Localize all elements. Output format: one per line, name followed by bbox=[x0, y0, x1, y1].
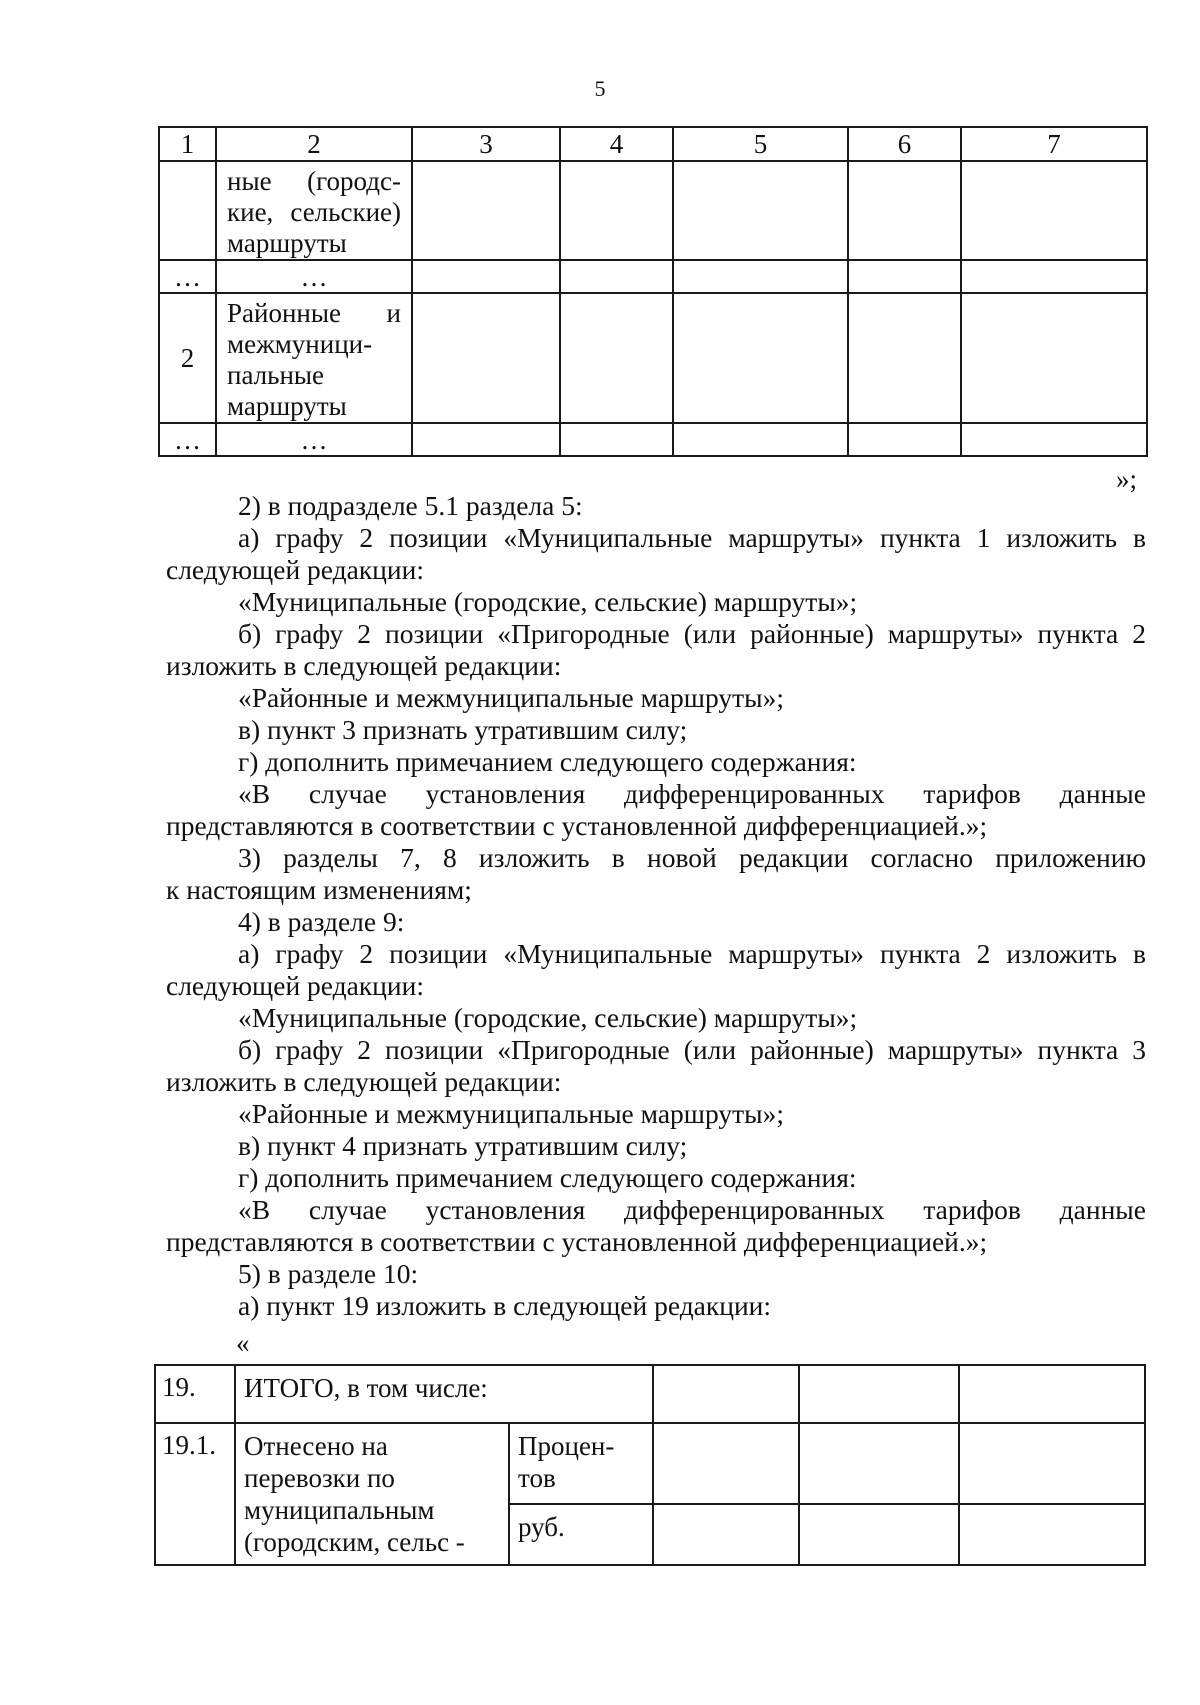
ellipsis-cell: … bbox=[159, 260, 216, 293]
opening-quote: « bbox=[236, 1328, 250, 1358]
paragraph-line: «В случае установления дифференцированных тарифов данные bbox=[238, 778, 1146, 809]
item-number-cell: 19.1. bbox=[155, 1423, 235, 1565]
data-cell bbox=[653, 1423, 799, 1504]
paragraph-line: «Районные и межмуниципальные маршруты»; bbox=[238, 1098, 784, 1129]
cell-line: Районные и bbox=[227, 298, 401, 328]
paragraph-line: следующей редакции: bbox=[166, 554, 424, 585]
route-name-cell bbox=[216, 161, 412, 260]
header-cell: 3 bbox=[412, 127, 560, 161]
data-cell bbox=[961, 260, 1147, 293]
table-row bbox=[159, 293, 1147, 423]
data-cell bbox=[673, 161, 848, 260]
data-cell bbox=[799, 1365, 959, 1423]
page-number: 5 bbox=[594, 76, 606, 101]
cell-line: муниципальным bbox=[244, 1495, 435, 1525]
data-cell bbox=[961, 161, 1147, 260]
data-cell bbox=[412, 161, 560, 260]
data-cell bbox=[560, 260, 673, 293]
paragraph-line: «Муниципальные (городские, сельские) маршруты»; bbox=[238, 586, 858, 617]
paragraph-line: «Муниципальные (городские, сельские) маршруты»; bbox=[238, 1002, 858, 1033]
header-cell: 5 bbox=[673, 127, 848, 161]
data-cell bbox=[653, 1504, 799, 1565]
paragraph-line: в) пункт 4 признать утратившим силу; bbox=[238, 1130, 688, 1161]
route-name-cell bbox=[216, 293, 412, 423]
data-cell bbox=[560, 293, 673, 423]
table-row bbox=[159, 423, 1147, 456]
data-cell bbox=[653, 1365, 799, 1423]
paragraph-line: «Районные и межмуниципальные маршруты»; bbox=[238, 682, 784, 713]
routes-table bbox=[158, 126, 1148, 457]
item-number-cell: 19. bbox=[155, 1365, 235, 1423]
cell-line: (городским, сельс - bbox=[244, 1527, 465, 1557]
ellipsis-cell: … bbox=[216, 260, 412, 293]
header-cell: 4 bbox=[560, 127, 673, 161]
item-label-cell: ИТОГО, в том числе: bbox=[235, 1365, 653, 1423]
paragraph-line: б) графу 2 позиции «Пригородные (или районные) маршруты» пункта 3 bbox=[238, 1034, 1146, 1065]
cell-line: кие, сельские) bbox=[227, 197, 401, 227]
data-cell bbox=[848, 260, 961, 293]
paragraph-line: г) дополнить примечанием следующего содержания: bbox=[238, 746, 857, 777]
data-cell bbox=[959, 1504, 1145, 1565]
data-cell bbox=[560, 161, 673, 260]
paragraph-line: а) графу 2 позиции «Муниципальные маршруты» пункта 1 изложить в bbox=[238, 522, 1146, 553]
cell-line: маршруты bbox=[227, 228, 347, 258]
closing-quote: »; bbox=[1116, 464, 1138, 494]
header-cell: 6 bbox=[848, 127, 961, 161]
data-cell bbox=[959, 1423, 1145, 1504]
table-row bbox=[159, 260, 1147, 293]
paragraph-line: к настоящим изменениям; bbox=[166, 874, 472, 905]
paragraph-line: следующей редакции: bbox=[166, 970, 424, 1001]
data-cell bbox=[673, 423, 848, 456]
paragraph-line: г) дополнить примечанием следующего содержания: bbox=[238, 1162, 857, 1193]
cell-line: ные (городс- bbox=[227, 166, 401, 196]
table-row bbox=[159, 161, 1147, 260]
item-label-cell bbox=[235, 1423, 509, 1565]
data-cell bbox=[959, 1365, 1145, 1423]
data-cell bbox=[961, 423, 1147, 456]
data-cell bbox=[560, 423, 673, 456]
cell-line: Отнесено на bbox=[244, 1431, 388, 1461]
paragraph-line: б) графу 2 позиции «Пригородные (или районные) маршруты» пункта 2 bbox=[238, 618, 1146, 649]
paragraph-line: 5) в разделе 10: bbox=[238, 1258, 419, 1289]
paragraph-line: представляются в соответствии с установленной дифференциацией.»; bbox=[166, 1226, 988, 1257]
header-cell: 7 bbox=[961, 127, 1147, 161]
cell-line: маршруты bbox=[227, 391, 347, 421]
paragraph-line: 3) разделы 7, 8 изложить в новой редакции согласно приложению bbox=[238, 842, 1146, 873]
paragraph-line: а) пункт 19 изложить в следующей редакции: bbox=[238, 1290, 772, 1321]
data-cell bbox=[673, 260, 848, 293]
paragraph-line: а) графу 2 позиции «Муниципальные маршруты» пункта 2 изложить в bbox=[238, 938, 1146, 969]
amendment-text bbox=[166, 490, 1146, 1322]
ellipsis-cell: … bbox=[216, 423, 412, 456]
paragraph-line: представляются в соответствии с установленной дифференциацией.»; bbox=[166, 810, 988, 841]
cell-line: перевозки по bbox=[244, 1463, 395, 1493]
header-cell: 1 bbox=[159, 127, 216, 161]
paragraph-line: изложить в следующей редакции: bbox=[166, 650, 562, 681]
data-cell bbox=[848, 423, 961, 456]
header-cell: 2 bbox=[216, 127, 412, 161]
unit-cell: руб. bbox=[509, 1504, 653, 1565]
data-cell bbox=[848, 161, 961, 260]
data-cell bbox=[412, 293, 560, 423]
table-header-row bbox=[159, 127, 1147, 161]
paragraph-line: «В случае установления дифференцированных тарифов данные bbox=[238, 1194, 1146, 1225]
row-number-cell: 2 bbox=[159, 293, 216, 423]
cell-line: тов bbox=[518, 1463, 556, 1493]
data-cell bbox=[961, 293, 1147, 423]
ellipsis-cell: … bbox=[159, 423, 216, 456]
row-number-cell bbox=[159, 161, 216, 260]
data-cell bbox=[412, 423, 560, 456]
cell-line: Процен- bbox=[518, 1431, 615, 1461]
data-cell bbox=[848, 293, 961, 423]
cell-line: межмуници- bbox=[227, 329, 373, 359]
paragraph-line: изложить в следующей редакции: bbox=[166, 1066, 562, 1097]
unit-cell bbox=[509, 1423, 653, 1504]
data-cell bbox=[799, 1423, 959, 1504]
cell-line: пальные bbox=[227, 360, 325, 390]
data-cell bbox=[412, 260, 560, 293]
data-cell bbox=[799, 1504, 959, 1565]
table-row bbox=[155, 1365, 1145, 1423]
paragraph-line: 2) в подразделе 5.1 раздела 5: bbox=[238, 490, 583, 521]
paragraph-line: 4) в разделе 9: bbox=[238, 906, 405, 937]
data-cell bbox=[673, 293, 848, 423]
paragraph-line: в) пункт 3 признать утратившим силу; bbox=[238, 714, 688, 745]
table-row bbox=[155, 1423, 1145, 1504]
item-19-table bbox=[154, 1364, 1146, 1566]
